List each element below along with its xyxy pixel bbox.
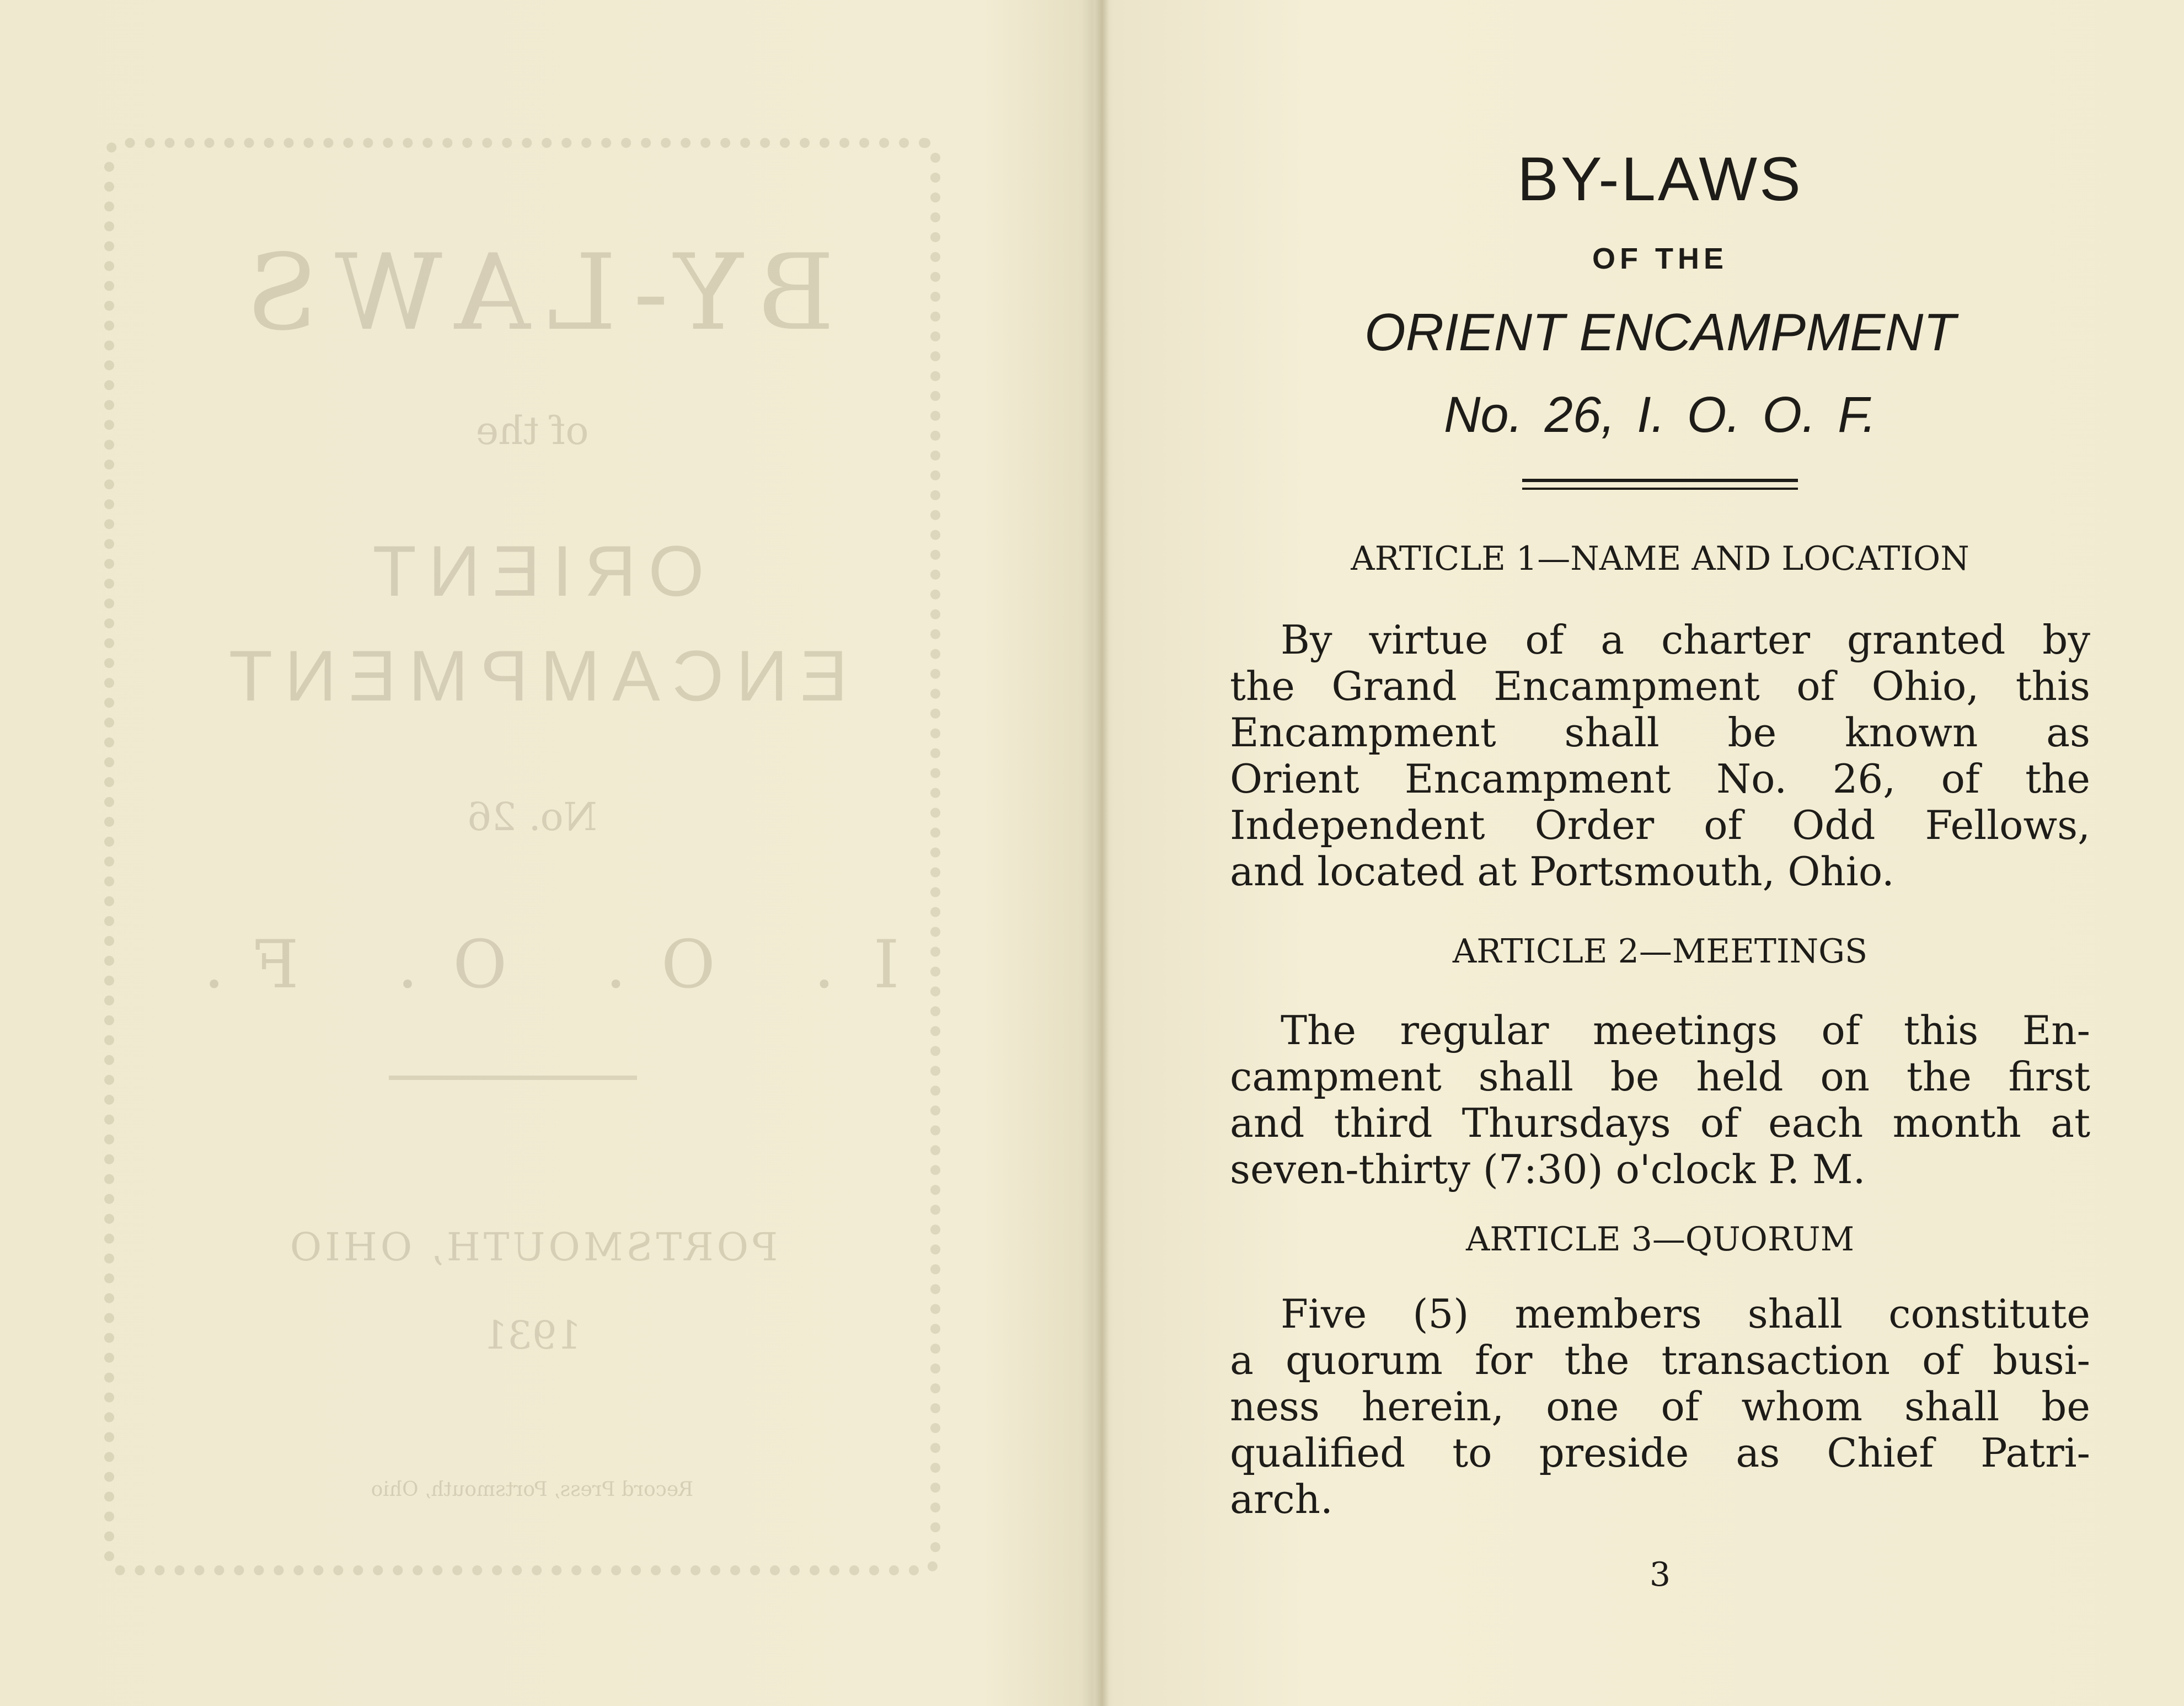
- ghost-iooof: I. O. O. F.: [165, 927, 900, 1003]
- of-the-line: OF THE: [1592, 242, 1728, 275]
- encampment-name: ORIENT ENCAMPMENT: [1364, 303, 1956, 362]
- text-line: Orient Encampment No. 26, of the: [1230, 756, 2090, 802]
- right-page: [1230, 0, 2090, 1706]
- ghost-year: 1931: [483, 1313, 582, 1358]
- text-line: qualified to preside as Chief Patri-: [1230, 1430, 2090, 1476]
- text-line: Five (5) members shall constitute: [1281, 1291, 2090, 1337]
- ghost-place: PORTSMOUTH, OHIO: [286, 1224, 778, 1270]
- page-number: 3: [1649, 1555, 1671, 1594]
- text-line: By virtue of a charter granted by: [1281, 617, 2090, 663]
- encampment-number: No. 26, I. O. O. F.: [1443, 387, 1877, 443]
- ghost-number: No. 26: [467, 794, 597, 839]
- text-line: Encampment shall be known as: [1230, 709, 2090, 756]
- text-line: and located at Portsmouth, Ohio.: [1230, 848, 1894, 895]
- text-line: the Grand Encampment of Ohio, this: [1230, 663, 2090, 709]
- text-line: campment shall be held on the first: [1230, 1053, 2090, 1100]
- title-rule-top: [1522, 479, 1798, 482]
- page-title: BY-LAWS: [1517, 145, 1803, 213]
- ghost-press-line: Record Press, Portsmouth, Ohio: [371, 1478, 694, 1501]
- article-3-heading: ARTICLE 3—QUORUM: [1465, 1220, 1855, 1259]
- ghost-orient: ORIENT: [360, 531, 704, 611]
- text-line: arch.: [1230, 1476, 1333, 1522]
- article-2-heading: ARTICLE 2—MEETINGS: [1452, 932, 1868, 971]
- title-rule-bottom: [1522, 488, 1798, 490]
- ghost-title: BY-LAWS: [229, 232, 835, 354]
- article-2-text: [1230, 1007, 2090, 1192]
- page-gutter: [1095, 0, 1109, 1706]
- text-line: ness herein, one of whom shall be: [1230, 1383, 2090, 1430]
- article-3-text: [1230, 1291, 2090, 1522]
- article-1-text: [1230, 617, 2090, 895]
- text-line: seven-thirty (7:30) o'clock P. M.: [1230, 1146, 1866, 1192]
- ghost-encampment: ENCAMPMENT: [216, 635, 848, 716]
- ghost-of-the: of the: [475, 408, 589, 453]
- text-line: and third Thursdays of each month at: [1230, 1100, 2090, 1146]
- text-line: Independent Order of Odd Fellows,: [1230, 802, 2090, 848]
- ghost-rule: [389, 1076, 637, 1080]
- text-line: The regular meetings of this En-: [1281, 1007, 2090, 1053]
- article-1-heading: ARTICLE 1—NAME AND LOCATION: [1351, 539, 1969, 578]
- text-line: a quorum for the transaction of busi-: [1230, 1337, 2090, 1383]
